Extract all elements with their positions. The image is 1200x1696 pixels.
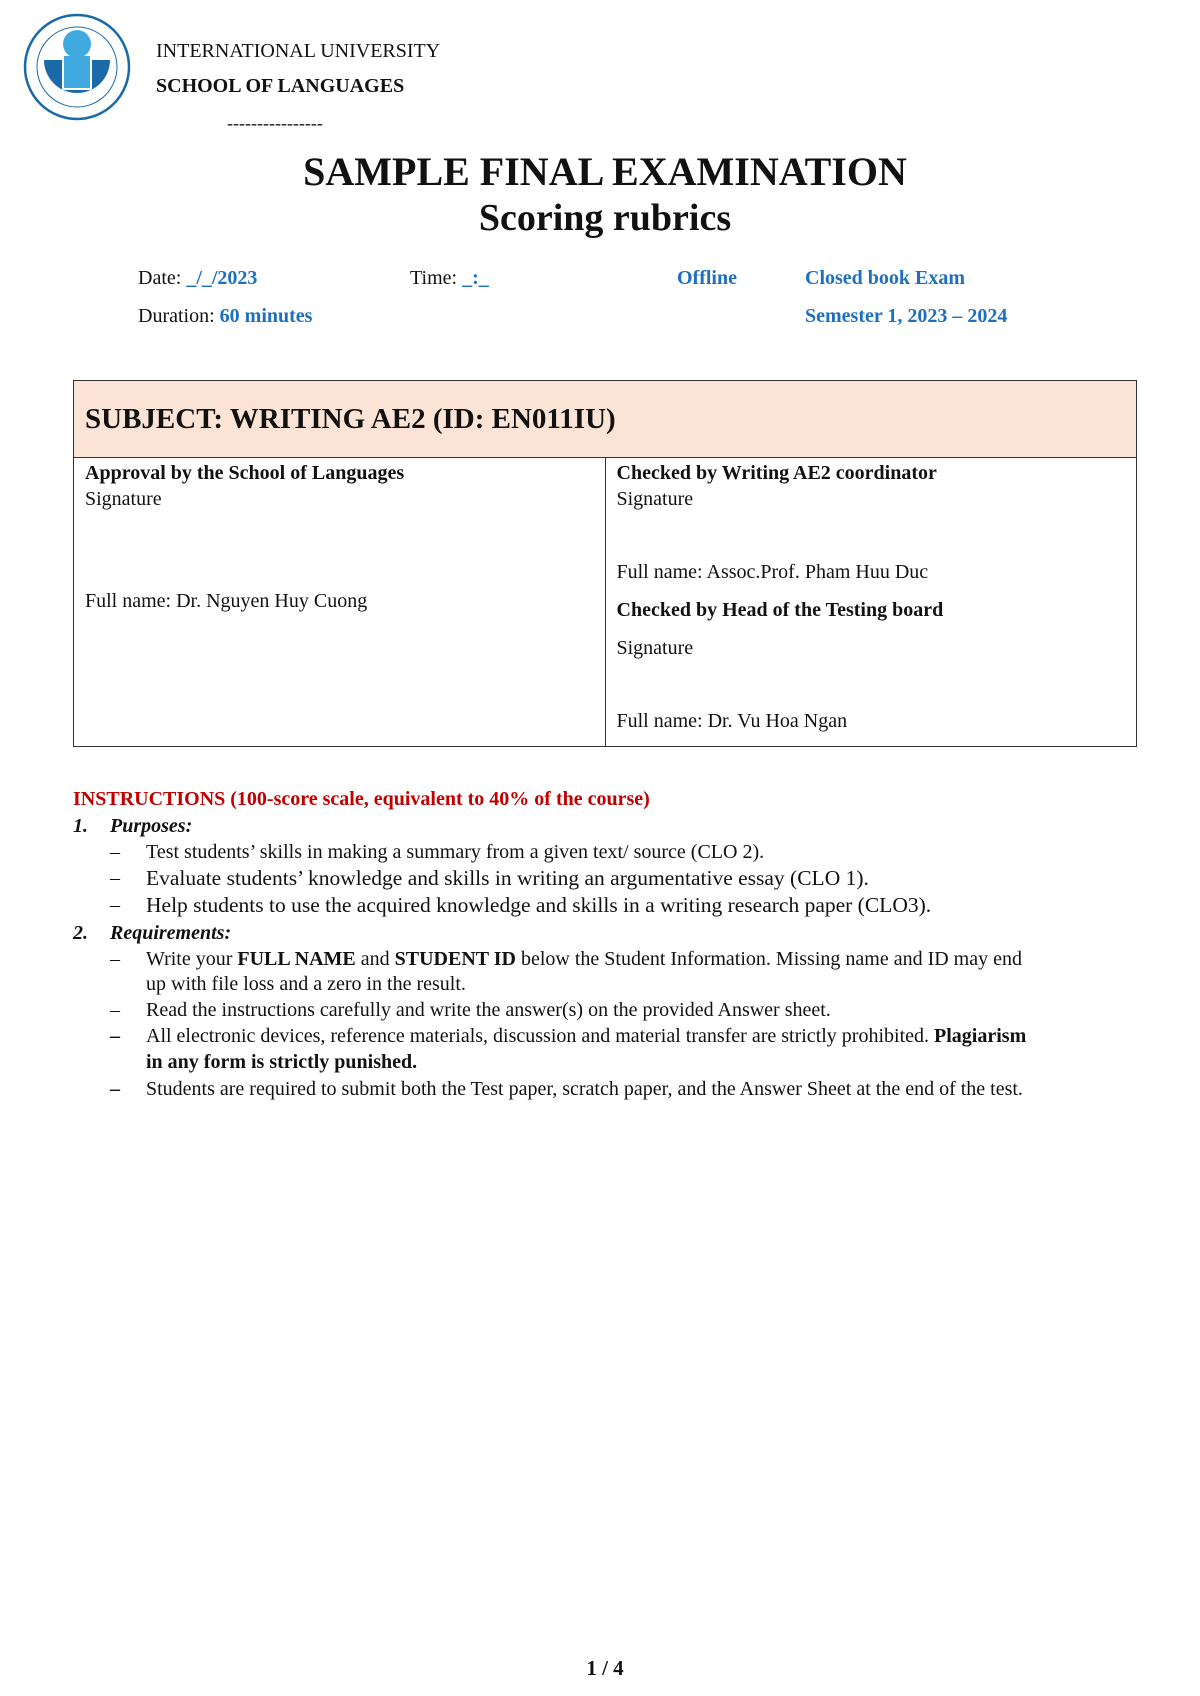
testing-board-signature: Signature (616, 637, 694, 659)
subject-title: SUBJECT: WRITING AE2 (ID: EN011IU) (74, 381, 1137, 458)
bullet-dash: – (110, 1078, 120, 1100)
instructions-heading: INSTRUCTIONS (100-score scale, equivalent to 40% of the course) (73, 788, 650, 810)
exam-time: Time: _:_ (410, 267, 489, 289)
header-separator: ---------------- (227, 113, 323, 133)
exam-date: Date: _/_/2023 (138, 267, 258, 289)
exam-duration: Duration: 60 minutes (138, 305, 313, 327)
approval-signature: Signature (85, 488, 162, 510)
list-item-continued: in any form is strictly punished. (146, 1051, 418, 1073)
bullet-dash: – (110, 894, 120, 916)
approval-full-name: Full name: Dr. Nguyen Huy Cuong (85, 590, 368, 612)
university-logo (22, 12, 132, 122)
page-number: 1 / 4 (586, 1656, 624, 1680)
subject-table (73, 380, 1137, 747)
bullet-dash: – (110, 948, 120, 970)
list-item: Students are required to submit both the Test paper, scratch paper, and the Answer Sheet at the end of the test. (146, 1078, 1023, 1100)
list-item: Write your FULL NAME and STUDENT ID below the Student Information. Missing name and ID may end (146, 948, 1022, 970)
coordinator-signature: Signature (616, 488, 694, 510)
testing-board-heading: Checked by Head of the Testing board (616, 599, 944, 621)
coordinator-full-name: Full name: Assoc.Prof. Pham Huu Duc (616, 561, 929, 583)
list-item: Evaluate students’ knowledge and skills in writing an argumentative essay (CLO 1). (146, 866, 869, 890)
section-requirements: 2. Requirements: (73, 922, 232, 944)
checked-cell (605, 458, 1137, 747)
page-title: SAMPLE FINAL EXAMINATION (303, 149, 907, 194)
section-purposes: 1. Purposes: (73, 815, 193, 837)
page-subtitle: Scoring rubrics (478, 197, 732, 239)
bullet-dash: – (110, 999, 120, 1021)
exam-type: Closed book Exam (805, 267, 966, 289)
university-name: INTERNATIONAL UNIVERSITY (156, 40, 441, 62)
bullet-dash: – (110, 1025, 120, 1047)
list-item-continued: up with file loss and a zero in the result. (146, 973, 466, 995)
approval-cell (74, 458, 606, 747)
bullet-dash: – (110, 867, 120, 889)
testing-board-full-name: Full name: Dr. Vu Hoa Ngan (616, 710, 848, 732)
school-name: SCHOOL OF LANGUAGES (156, 75, 405, 97)
bullet-dash: – (110, 841, 120, 863)
coordinator-heading: Checked by Writing AE2 coordinator (616, 462, 937, 484)
approval-heading: Approval by the School of Languages (85, 462, 405, 484)
list-item: Test students’ skills in making a summary from a given text/ source (CLO 2). (146, 841, 765, 863)
list-item: Help students to use the acquired knowledge and skills in a writing research paper (CLO3). (146, 893, 932, 917)
exam-mode: Offline (677, 267, 737, 289)
exam-semester: Semester 1, 2023 – 2024 (805, 305, 1008, 327)
list-item: All electronic devices, reference materials, discussion and material transfer are strictly prohibited. Plagiarism (146, 1025, 1027, 1047)
list-item: Read the instructions carefully and write the answer(s) on the provided Answer sheet. (146, 999, 831, 1021)
